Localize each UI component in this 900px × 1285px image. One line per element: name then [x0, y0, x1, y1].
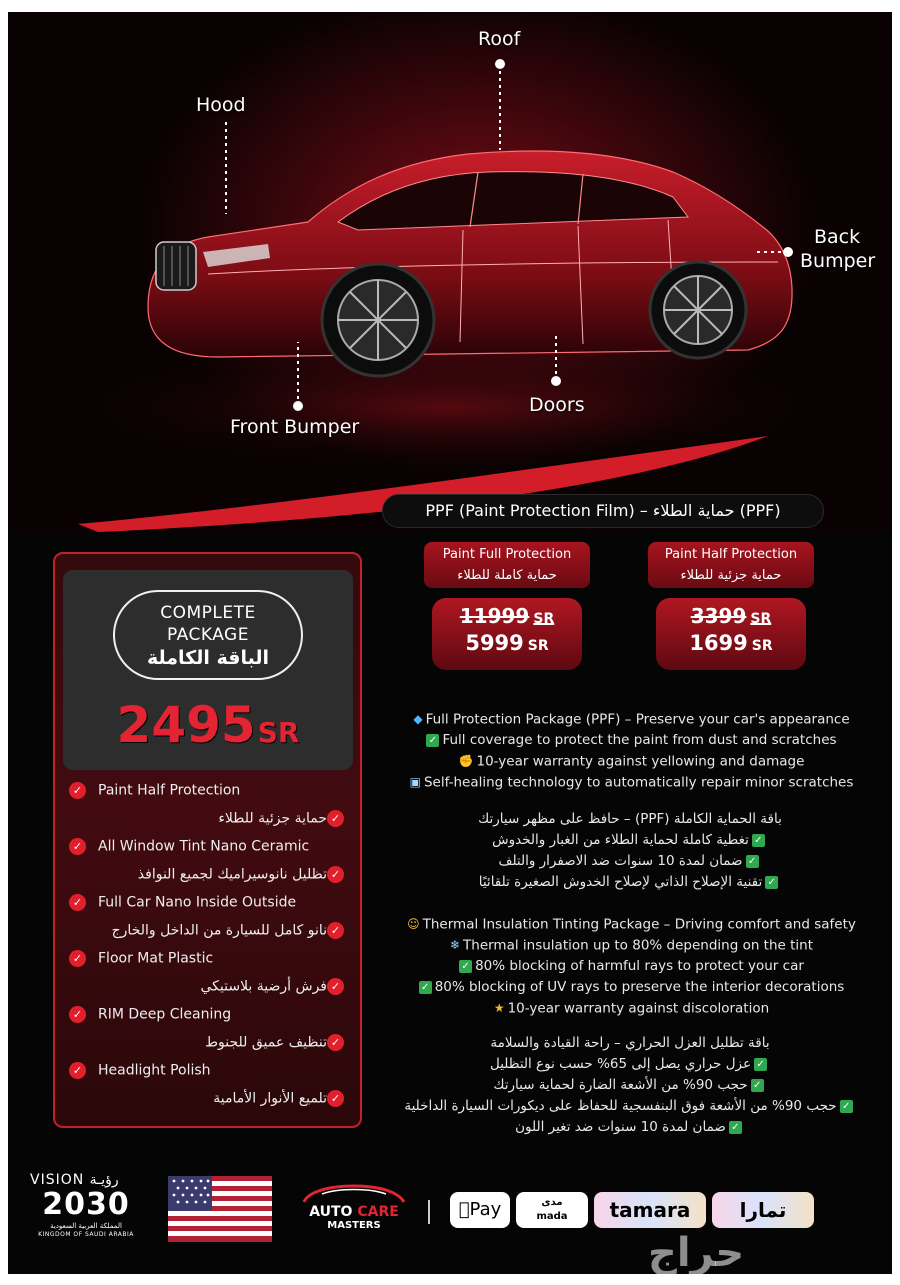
package-title-ar: الباقة الكاملة [147, 647, 269, 669]
muscle-icon: ✊ [458, 754, 474, 768]
package-item: ✓ Headlight Polish [69, 1062, 211, 1086]
ppf-description-en [378, 709, 882, 793]
package-title-en: COMPLETE PACKAGE [160, 603, 256, 645]
complete-package-box [53, 552, 362, 1128]
description-line: ★ 10-year warranty against discoloration [378, 998, 882, 1019]
medal-icon: ★ [493, 1001, 505, 1015]
check-box-icon: ✓ [840, 1100, 853, 1113]
check-box-icon: ✓ [752, 834, 765, 847]
ppf-title: PPF (Paint Protection Film) – حماية الطلاء (PPF) [382, 494, 824, 528]
usa-flag-icon [168, 1176, 272, 1242]
package-item: ✓تلميع الأنوار الأمامية [213, 1090, 352, 1114]
poster [8, 12, 892, 1274]
description-line: ✓حجب 90% من الأشعة الضارة لحماية سيارتك [378, 1075, 882, 1096]
check-box-icon: ✓ [459, 960, 472, 973]
description-line: ✓تغطية كاملة لحماية الطلاء من الغبار والخدوش [378, 830, 882, 851]
back-bumper-marker [783, 247, 793, 257]
package-item: ✓ All Window Tint Nano Ceramic [69, 838, 309, 862]
description-line: ✓ضمان لمدة 10 سنوات ضد تغير اللون [378, 1117, 882, 1138]
package-item: ✓تنظيف عميق للجنوط [205, 1034, 352, 1058]
smile-icon: ☺ [407, 917, 420, 931]
description-line: ✓ 80% blocking of UV rays to preserve the interior decorations [378, 977, 882, 998]
package-item: ✓ Full Car Nano Inside Outside [69, 894, 296, 918]
tint-description-ar [378, 1033, 882, 1138]
ppf-full-label [424, 542, 590, 588]
check-box-icon: ✓ [419, 981, 432, 994]
description-line: ✓حجب 90% من الأشعة فوق البنفسجية للحفاظ على ديكورات السيارة الداخلية [378, 1096, 882, 1117]
ppf-full-old-price: 11999 SR [459, 604, 555, 628]
ppf-half-old-price: 3399 SR [690, 604, 772, 628]
callout-hood: Hood [196, 94, 246, 116]
car-illustration [8, 12, 892, 532]
ppf-full-price [432, 598, 582, 670]
check-circle-icon: ✓ [327, 1034, 344, 1051]
check-box-icon: ✓ [751, 1079, 764, 1092]
package-item: ✓فرش أرضية بلاستيكي [200, 978, 352, 1002]
ppf-half-card [648, 542, 814, 670]
rear-wheel [650, 262, 746, 358]
haraj-watermark: حراج [648, 1230, 745, 1276]
hero-banner [8, 12, 892, 532]
description-line: ✓عزل حراري يصل إلى 65% حسب نوع التظليل [378, 1054, 882, 1075]
ppf-full-new-price: 5999 SR [465, 631, 549, 655]
check-box-icon: ✓ [426, 734, 439, 747]
roof-marker [495, 59, 505, 69]
apple-icon [459, 1199, 470, 1220]
package-item: ✓نانو كامل للسيارة من الداخل والخارج [112, 922, 352, 946]
ppf-description-ar [378, 809, 882, 893]
ppf-half-price [656, 598, 806, 670]
diamond-icon: ◆ [413, 712, 423, 726]
check-circle-icon: ✓ [69, 1062, 86, 1079]
front-bumper-marker [293, 401, 303, 411]
description-line: ❄ Thermal insulation up to 80% depending on the tint [378, 935, 882, 956]
ice-cube-icon: ▣ [409, 775, 421, 789]
description-line: ◆ Full Protection Package (PPF) – Preserve your car's appearance [378, 709, 882, 730]
package-title-pill [113, 590, 303, 680]
callout-doors: Doors [529, 394, 585, 416]
callout-front-bumper: Front Bumper [230, 416, 360, 438]
grille [156, 242, 196, 290]
callout-bumper: Bumper [800, 250, 876, 272]
check-circle-icon: ✓ [327, 922, 344, 939]
footer-logos [8, 1162, 892, 1274]
description-line: ▣ Self-healing technology to automatically repair minor scratches [378, 772, 882, 793]
vision-2030-logo: VISION رؤيـة 2030 المملكة العربية السعودية KINGDOM OF SAUDI ARABIA [30, 1172, 134, 1238]
tamara-badge-en: tamara [594, 1192, 706, 1228]
ppf-half-label-en: Paint Half Protection [664, 547, 798, 562]
doors-marker [551, 376, 561, 386]
description-line: ✓ضمان لمدة 10 سنوات ضد الاصفرار والتلف [378, 851, 882, 872]
package-header [63, 570, 353, 770]
check-circle-icon: ✓ [327, 810, 344, 827]
check-circle-icon: ✓ [327, 866, 344, 883]
car-silhouette-icon [298, 1180, 410, 1206]
ppf-full-label-en: Paint Full Protection [442, 547, 572, 562]
front-wheel [322, 264, 434, 376]
description-line: ☺ Thermal Insulation Tinting Package – Driving comfort and safety [378, 914, 882, 935]
description-line: ✓تقنية الإصلاح الذاتي لإصلاح الخدوش الصغيرة تلقائيًا [378, 872, 882, 893]
description-line: ✓ 80% blocking of harmful rays to protect your car [378, 956, 882, 977]
check-box-icon: ✓ [746, 855, 759, 868]
package-item: ✓حماية جزئية للطلاء [218, 810, 352, 834]
check-box-icon: ✓ [765, 876, 778, 889]
ppf-half-label-ar: حماية جزئية للطلاء [680, 568, 782, 583]
check-circle-icon: ✓ [327, 978, 344, 995]
package-item: ✓ Floor Mat Plastic [69, 950, 213, 974]
package-item: ✓ RIM Deep Cleaning [69, 1006, 231, 1030]
description-line: ✓ Full coverage to protect the paint from dust and scratches [378, 730, 882, 751]
check-circle-icon: ✓ [327, 1090, 344, 1107]
tint-description-en [378, 914, 882, 1019]
package-item: ✓ Paint Half Protection [69, 782, 240, 806]
check-circle-icon: ✓ [69, 838, 86, 855]
ppf-full-card [424, 542, 590, 670]
package-price: 2495SR [116, 696, 300, 754]
mada-badge: مدى mada [516, 1192, 588, 1228]
check-circle-icon: ✓ [69, 894, 86, 911]
apple-pay-badge: Pay [450, 1192, 510, 1228]
callout-roof: Roof [478, 28, 521, 50]
check-box-icon: ✓ [754, 1058, 767, 1071]
check-box-icon: ✓ [729, 1121, 742, 1134]
tamara-badge-ar: تمارا [712, 1192, 814, 1228]
ppf-half-label [648, 542, 814, 588]
auto-care-masters-logo: AUTO CARE MASTERS [298, 1180, 410, 1240]
ppf-full-label-ar: حماية كاملة للطلاء [457, 568, 557, 583]
callout-back: Back [814, 226, 861, 248]
snowflake-icon: ❄ [449, 938, 461, 952]
description-line: باقة الحماية الكاملة (PPF) – حافظ على مظهر سيارتك [478, 811, 782, 827]
logo-separator [428, 1200, 430, 1224]
check-circle-icon: ✓ [69, 950, 86, 967]
description-line: ✊ 10-year warranty against yellowing and damage [378, 751, 882, 772]
check-circle-icon: ✓ [69, 782, 86, 799]
check-circle-icon: ✓ [69, 1006, 86, 1023]
package-item: ✓تظليل نانوسيراميك لجميع النوافذ [138, 866, 352, 890]
ppf-half-new-price: 1699 SR [689, 631, 773, 655]
description-line: باقة تظليل العزل الحراري – راحة القيادة والسلامة [490, 1035, 770, 1051]
